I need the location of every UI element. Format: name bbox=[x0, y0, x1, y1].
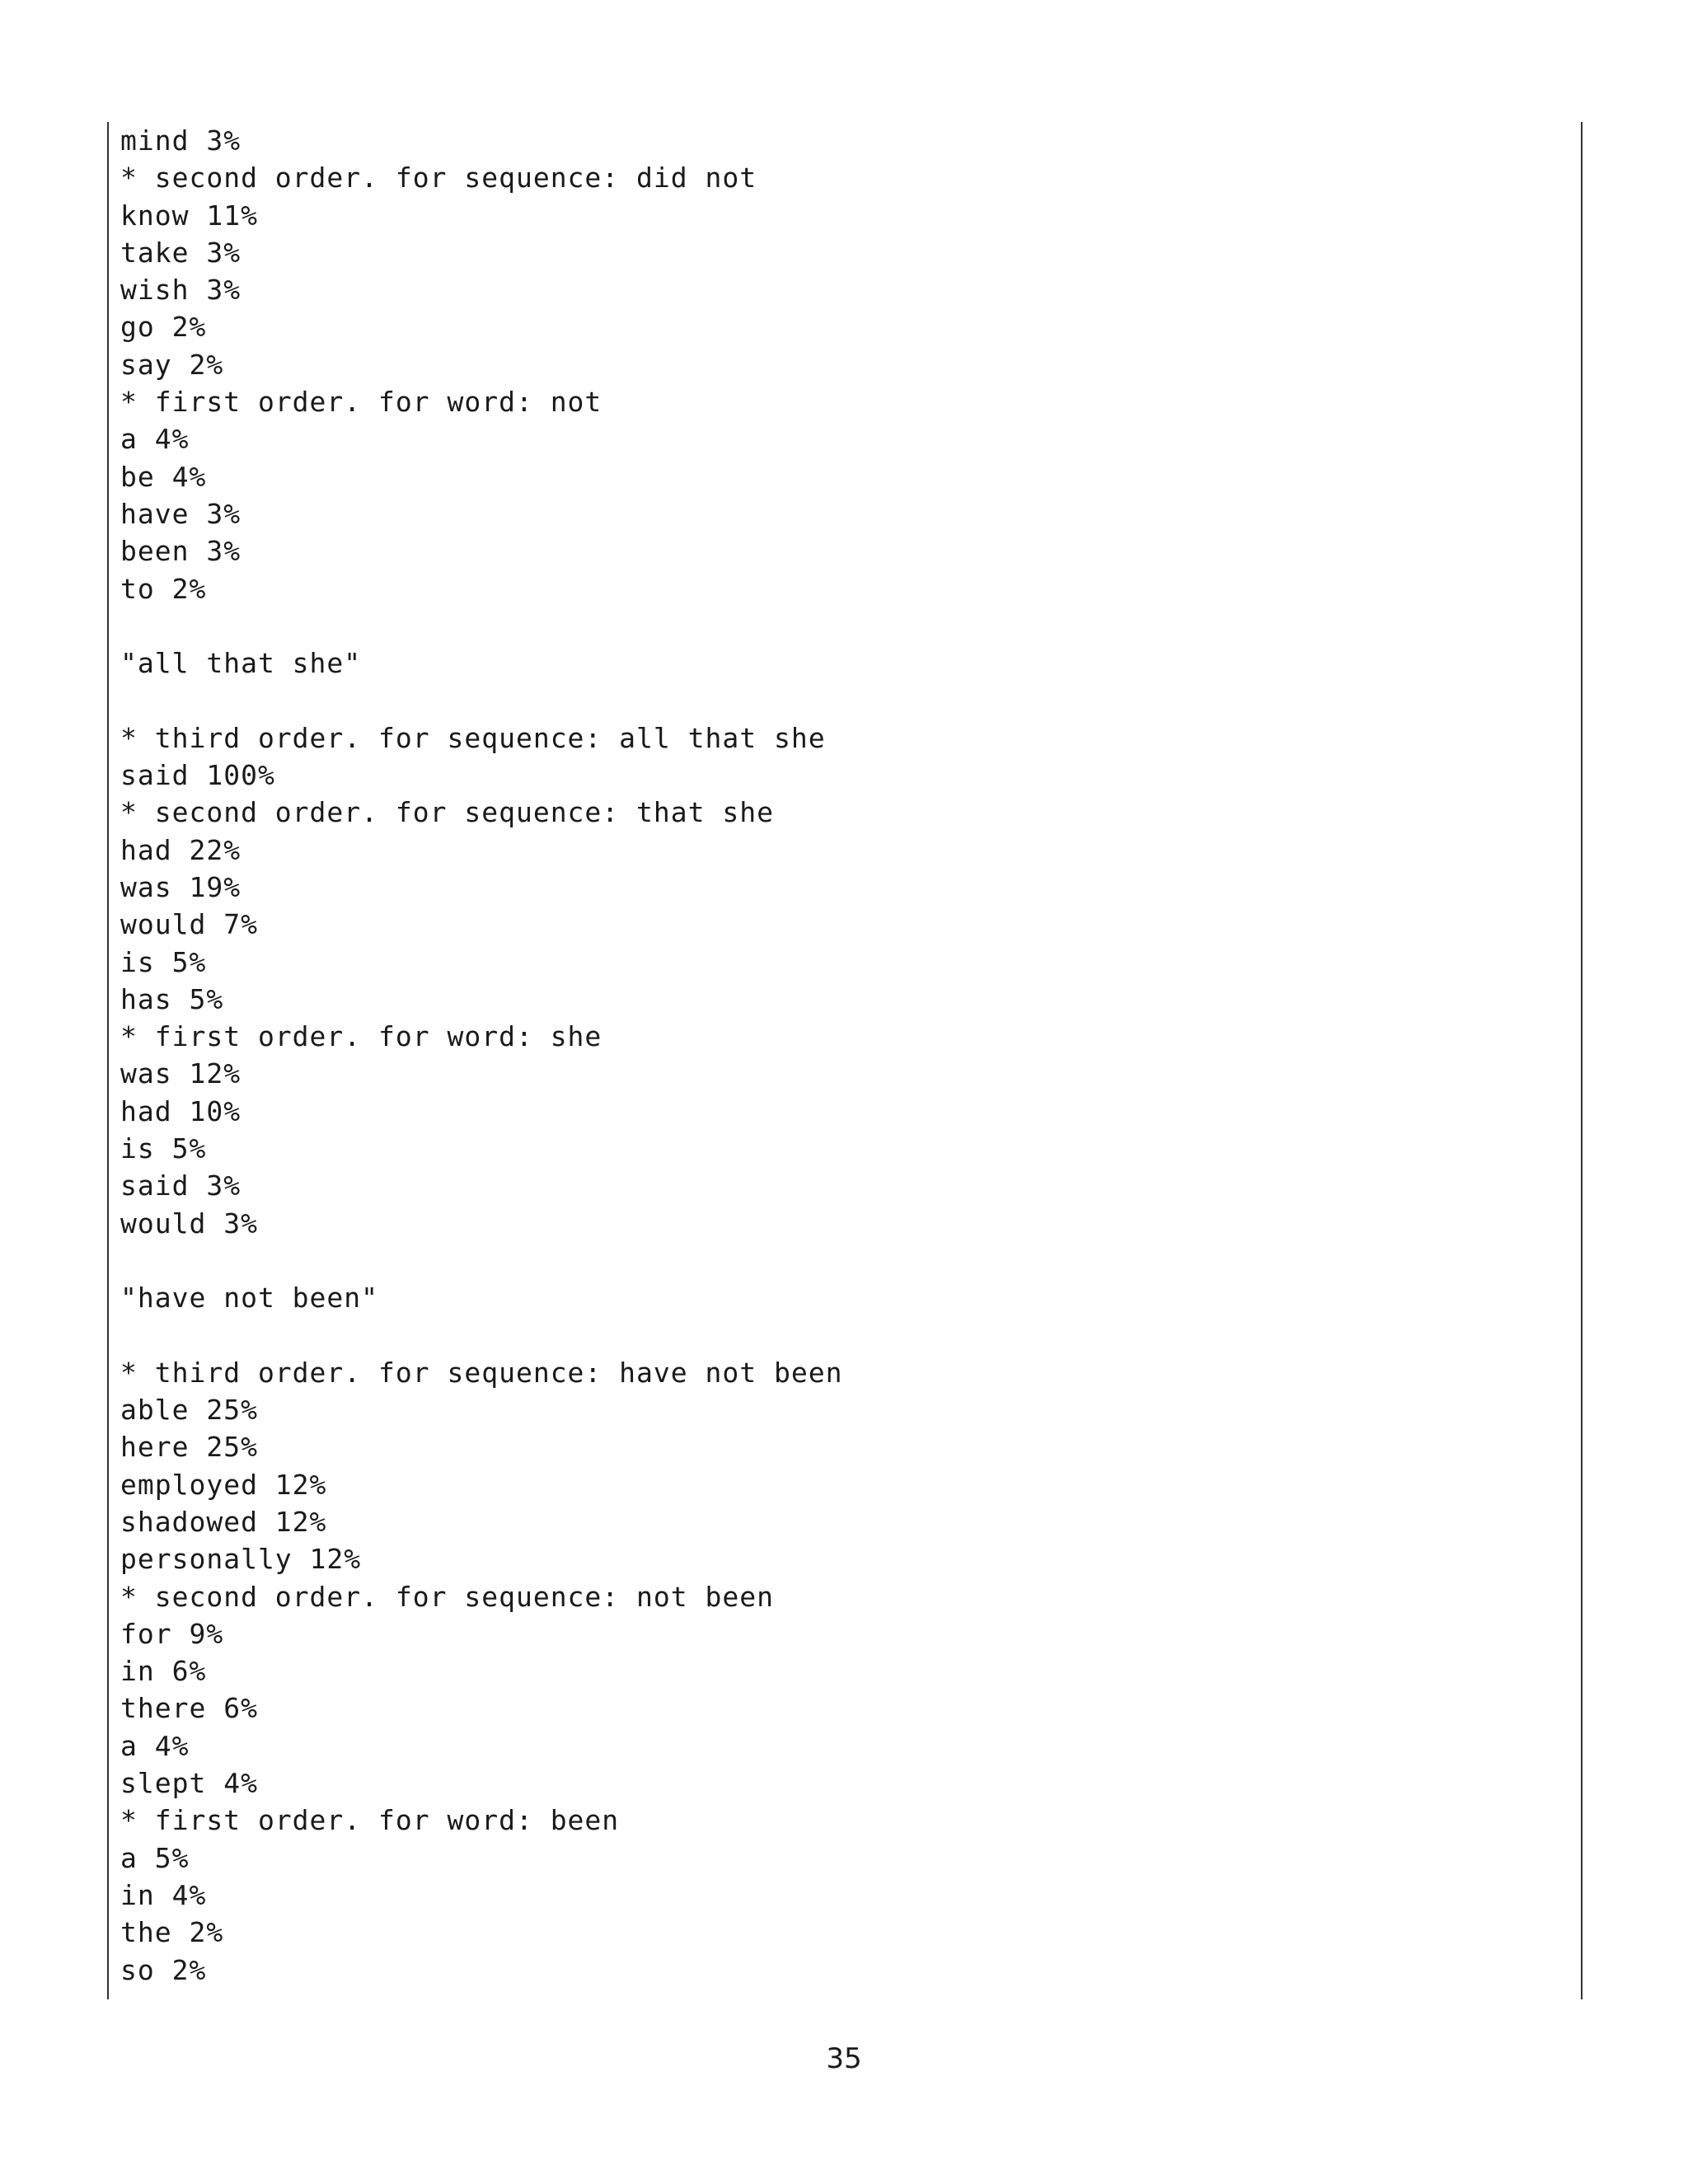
listing-entry-line: said 100% bbox=[120, 759, 275, 792]
listing-header-line: * first order. for word: she bbox=[120, 1020, 603, 1053]
listing-header-line: * first order. for word: not bbox=[120, 386, 603, 419]
listing-header-line: * third order. for sequence: all that she bbox=[120, 721, 826, 754]
listing-entry-line: a 4% bbox=[120, 423, 190, 456]
listing-query-line: "all that she" bbox=[120, 647, 362, 680]
listing-query-line: "have not been" bbox=[120, 1282, 379, 1315]
listing-entry-line: would 7% bbox=[120, 908, 258, 941]
listing-entry-line: been 3% bbox=[120, 535, 241, 568]
page-number: 35 bbox=[826, 2042, 862, 2075]
listing-entry-line: would 3% bbox=[120, 1207, 258, 1240]
listing-entry-line: employed 12% bbox=[120, 1468, 327, 1501]
listing-header-line: * first order. for word: been bbox=[120, 1804, 620, 1837]
listing-entry-line: had 22% bbox=[120, 833, 241, 866]
listing-entry-line: wish 3% bbox=[120, 274, 241, 307]
listing-entry-line: there 6% bbox=[120, 1692, 258, 1725]
listing-entry-line: shadowed 12% bbox=[120, 1505, 327, 1538]
listing-entry-line: take 3% bbox=[120, 236, 241, 269]
listing-blank-line bbox=[120, 682, 842, 719]
listing-entry-line: slept 4% bbox=[120, 1767, 258, 1800]
code-listing-frame bbox=[107, 122, 1582, 1999]
listing-entry-line: was 19% bbox=[120, 870, 241, 903]
listing-entry-line: a 4% bbox=[120, 1729, 190, 1762]
listing-entry-line: have 3% bbox=[120, 497, 241, 530]
listing-entry-line: is 5% bbox=[120, 1132, 207, 1165]
listing-entry-line: able 25% bbox=[120, 1394, 258, 1427]
listing-entry-line: in 6% bbox=[120, 1655, 207, 1688]
listing-blank-line bbox=[120, 1242, 842, 1279]
listing-entry-line: said 3% bbox=[120, 1169, 241, 1202]
listing-entry-line: had 10% bbox=[120, 1094, 241, 1127]
listing-entry-line: was 12% bbox=[120, 1057, 241, 1090]
listing-entry-line: the 2% bbox=[120, 1916, 224, 1949]
listing-header-line: * second order. for sequence: that she bbox=[120, 796, 774, 829]
listing-header-line: * second order. for sequence: did not bbox=[120, 162, 757, 194]
listing-entry-line: say 2% bbox=[120, 348, 224, 381]
listing-entry-line: be 4% bbox=[120, 460, 207, 493]
listing-entry-line: so 2% bbox=[120, 1953, 207, 1986]
listing-blank-line bbox=[120, 1317, 842, 1354]
listing-entry-line: mind 3% bbox=[120, 124, 241, 157]
listing-entry-line: go 2% bbox=[120, 311, 207, 344]
listing-header-line: * second order. for sequence: not been bbox=[120, 1580, 774, 1613]
listing-entry-line: here 25% bbox=[120, 1431, 258, 1464]
listing-entry-line: know 11% bbox=[120, 199, 258, 232]
listing-header-line: * third order. for sequence: have not been bbox=[120, 1356, 843, 1389]
listing-entry-line: to 2% bbox=[120, 572, 207, 605]
listing-entry-line: personally 12% bbox=[120, 1543, 362, 1576]
listing-blank-line bbox=[120, 607, 842, 644]
listing-entry-line: is 5% bbox=[120, 945, 207, 978]
code-listing bbox=[120, 122, 842, 1989]
listing-entry-line: has 5% bbox=[120, 982, 224, 1015]
listing-entry-line: in 4% bbox=[120, 1878, 207, 1911]
listing-entry-line: a 5% bbox=[120, 1841, 190, 1874]
listing-entry-line: for 9% bbox=[120, 1617, 224, 1650]
